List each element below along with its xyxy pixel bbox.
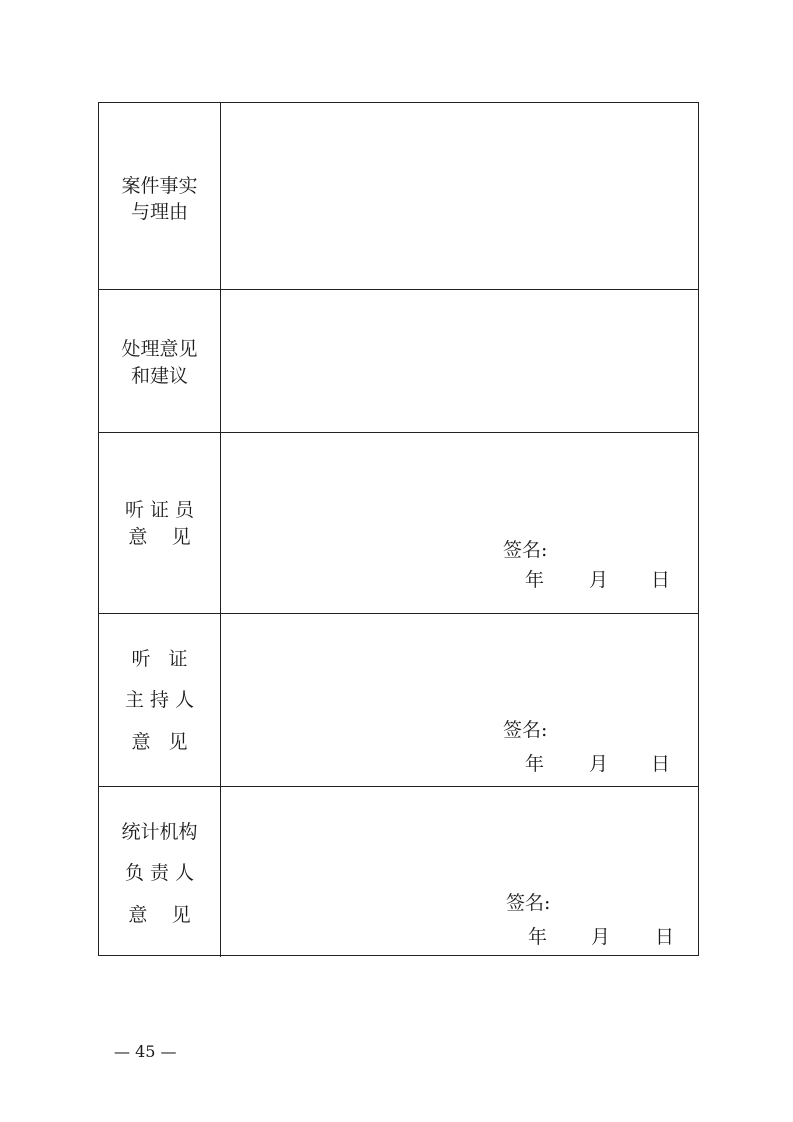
- label-statistics-head-opinion: [99, 787, 221, 957]
- label-line: 意 见: [128, 904, 191, 926]
- label-line: 听 证 员: [124, 499, 195, 521]
- label-line: 与理由: [130, 201, 188, 223]
- page-number: — 45 —: [114, 1042, 177, 1061]
- signature-label: 签名:: [503, 719, 548, 741]
- date-year-label: 年: [525, 569, 545, 591]
- content-handling-opinion[interactable]: [221, 290, 698, 432]
- label-line: 意 见: [131, 731, 188, 753]
- content-hearing-officer-opinion[interactable]: [221, 433, 698, 613]
- date-day-label: 日: [651, 753, 671, 775]
- row-case-facts: [99, 103, 698, 289]
- label-line: 负 责 人: [124, 862, 195, 884]
- signature-label: 签名:: [506, 892, 551, 914]
- label-line: 主 持 人: [124, 689, 195, 711]
- date-month-label: 月: [589, 753, 609, 775]
- label-line: 处理意见: [121, 338, 198, 360]
- label-handling-opinion: [99, 290, 221, 432]
- row-hearing-host-opinion: [99, 613, 698, 786]
- label-hearing-host-opinion: [99, 614, 221, 786]
- date-year-label: 年: [528, 926, 548, 948]
- date-day-label: 日: [651, 569, 671, 591]
- date-day-label: 日: [655, 926, 675, 948]
- signature-label: 签名:: [503, 539, 548, 561]
- row-statistics-head-opinion: [99, 786, 698, 957]
- content-statistics-head-opinion[interactable]: [221, 787, 698, 957]
- hearing-form-table: [98, 102, 699, 956]
- label-line: 听 证: [131, 648, 188, 670]
- content-case-facts[interactable]: [221, 103, 698, 289]
- label-case-facts: [99, 103, 221, 289]
- date-year-label: 年: [525, 753, 545, 775]
- label-line: 案件事实: [121, 175, 198, 197]
- label-line: 统计机构: [121, 821, 198, 843]
- row-hearing-officer-opinion: [99, 432, 698, 613]
- label-line: 和建议: [130, 365, 188, 387]
- date-month-label: 月: [589, 569, 609, 591]
- date-month-label: 月: [591, 926, 611, 948]
- content-hearing-host-opinion[interactable]: [221, 614, 698, 786]
- label-line: 意 见: [128, 526, 191, 548]
- row-handling-opinion: [99, 289, 698, 432]
- label-hearing-officer-opinion: [99, 433, 221, 613]
